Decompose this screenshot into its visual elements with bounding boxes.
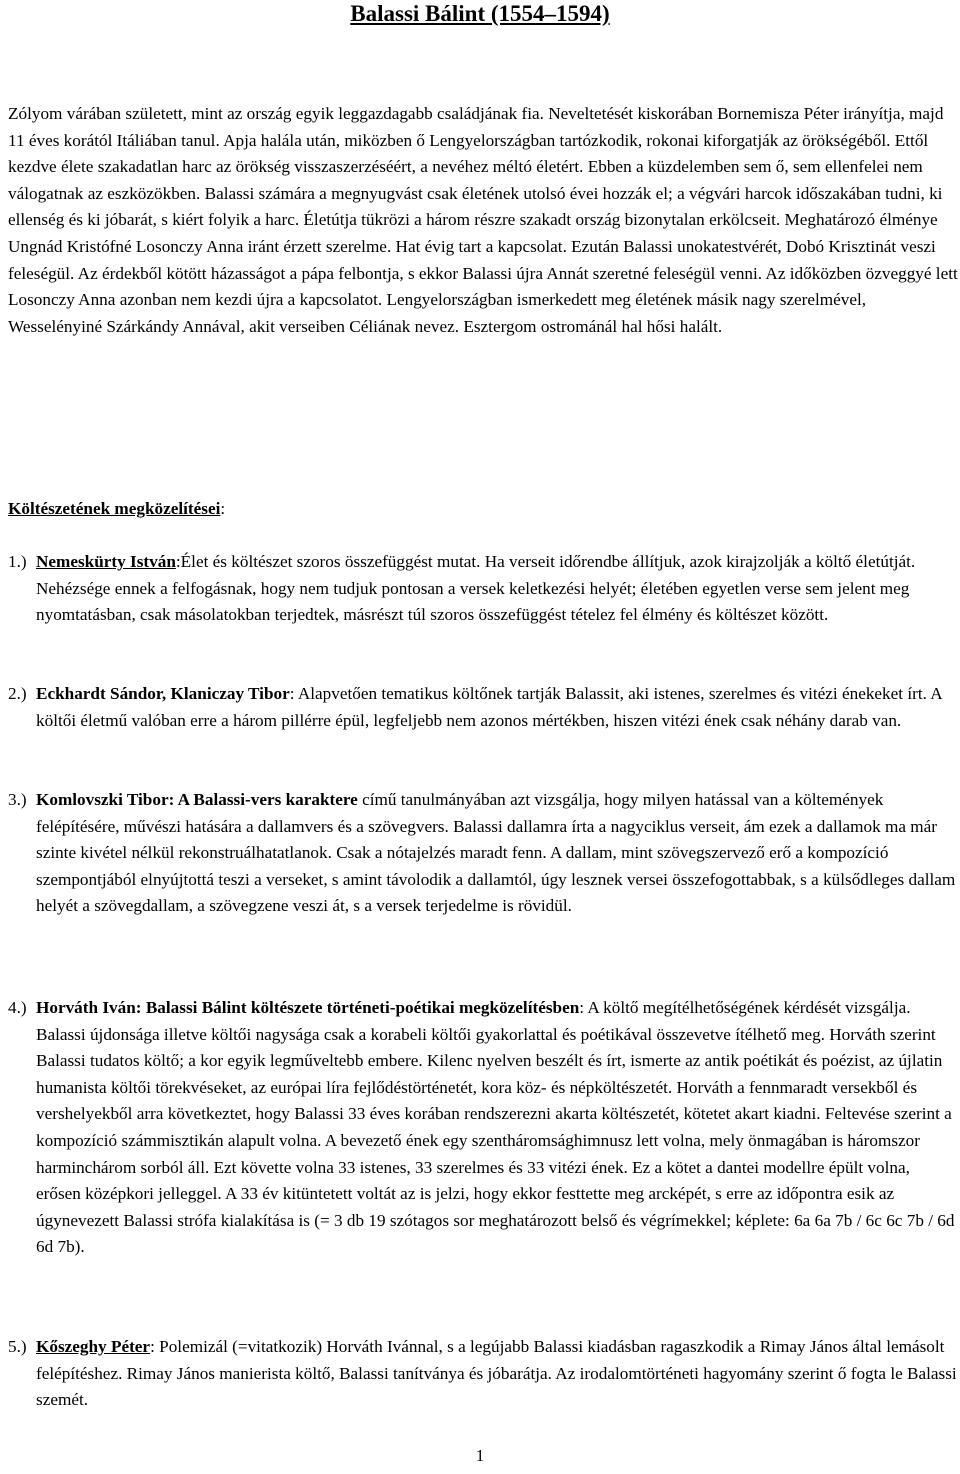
section-heading-text: Költészetének megközelítései	[8, 499, 221, 518]
title-text: Balassi Bálint (1554–1594)	[350, 1, 610, 26]
item-author: Komlovszki Tibor	[36, 790, 169, 809]
item-work-title: A Balassi-vers karaktere	[177, 790, 358, 809]
approach-item-5	[8, 1334, 958, 1414]
item-number: 4.)	[8, 998, 27, 1017]
page-title	[0, 0, 960, 28]
biography-paragraph: Zólyom várában született, mint az ország egyik leggazdagabb családjának fia. Neveltetését kiskorában Bornemisza Péter irányítja, majd 11 éves korától Itáliában tanul. Apja halála után, miközben ő Lengyelországban tartózkodik, rokonai kiforgatják az örökségéből. Ettől kezdve élete szakadatlan harc az örökség visszaszerzéséért, a nevéhez méltó életért. Ebben a küzdelemben sem ő, sem ellenfelei nem válogatnak az eszközökben. Balassi számára a megnyugvást csak életének utolsó évei hozzák el; a végvári harcok időszakában tudni, ki ellenség és ki jóbarát, s kiért folyik a harc. Életútja tükrözi a három részre szakadt ország bizonytalan erkölcseit. Meghatározó élménye Ungnád Kristófné Losonczy Anna iránt érzett szerelme. Hat évig tart a kapcsolat. Ezután Balassi unokatestvérét, Dobó Krisztinát veszi feleségül. Az érdekből kötött házasságot a pápa felbontja, s ekkor Balassi újra Annát szeretné feleségül venni. Az időközben özveggyé lett Losonczy Anna azonban nem kezdi újra a kapcsolatot. Lengyelországban ismerkedett meg életének másik nagy szerelmével, Wesselényiné Szárkándy Annával, akit verseiben Céliának nevez. Esztergom ostrománál hal hősi halált.	[8, 104, 958, 336]
item-number: 3.)	[8, 790, 27, 809]
item-separator: :	[289, 684, 298, 703]
approach-item-1	[8, 549, 958, 629]
item-separator: :	[175, 552, 181, 571]
item-separator: :	[168, 790, 178, 809]
item-number: 1.)	[8, 552, 27, 571]
section-heading-colon: :	[220, 499, 226, 518]
approach-item-4	[8, 995, 958, 1261]
item-author: Kőszeghy Péter	[36, 1337, 151, 1356]
approach-item-2	[8, 681, 958, 734]
page-number: 1	[475, 1446, 485, 1465]
item-author: Horváth Iván	[36, 998, 136, 1017]
item-work-title: Balassi Bálint költészete történeti-poétikai megközelítésben	[145, 998, 580, 1017]
item-author: Nemeskürty István	[36, 552, 176, 571]
item-separator: :	[150, 1337, 160, 1356]
item-author: Eckhardt Sándor, Klaniczay Tibor	[36, 684, 290, 703]
item-separator: :	[135, 998, 146, 1017]
item-body	[36, 787, 958, 920]
item-body	[36, 1334, 958, 1414]
item-number: 5.)	[8, 1337, 27, 1356]
section-heading	[8, 496, 225, 522]
item-body	[36, 549, 958, 629]
item-body	[36, 995, 958, 1261]
item-text: Polemizál (=vitatkozik) Horváth Ivánnal, s a legújabb Balassi kiadásban ragaszkodik a Rimay János által lemásolt felépítéshez. Rimay János manierista költő, Balassi tanítványa és jóbarátja. Az irodalomtörténeti hagyomány szerint ő fogta le Balassi szemét.	[36, 1337, 957, 1410]
approach-item-3	[8, 787, 958, 920]
item-text: Alapvetően tematikus költőnek tartják Balassit, aki istenes, szerelmes és vitézi énekeket írt. A költői életmű valóban erre a három pillérre épül, legfeljebb nem azonos mértékben, hiszen vitézi ének csak néhány darab van.	[36, 684, 942, 730]
item-body	[36, 681, 958, 734]
item-number: 2.)	[8, 684, 27, 703]
item-text: : A költő megítélhetőségének kérdését vizsgálja. Balassi újdonsága illetve költői nagysága csak a korabeli költői gyakorlattal és poétikával összevetve ítélhető meg. Horváth szerint Balassi tudatos költő; a kor egyik legműveltebb embere. Kilenc nyelven beszélt és írt, ismerte az antik poétikát és poézist, az újlatin humanista költői törekvéseket, az európai líra fejlődéstörténetét, kora köz- és népköltészetét. Horváth a fennmaradt versekből és vershelyekből arra következtet, hogy Balassi 33 éves korában rendszerezni akarta költészetét, kötetet akart kiadni. Feltevése szerint a kompozíció számmisztikán alapult volna. A bevezető ének egy szentháromsághimnusz lett volna, mely önmagában is háromszor harminchárom sorból áll. Ezt követte volna 33 istenes, 33 szerelmes és 33 vitézi ének. Ez a kötet a dantei modellre épült volna, erősen középkori jelleggel. A 33 év kitüntetett voltát az is jelzi, hogy ekkor festtette meg arcképét, s erre az időpontra esik az úgynevezett Balassi strófa kialakítása is (= 3 db 19 szótagos sor meghatározott belső és végrímekkel; képlete: 6a 6a 7b / 6c 6c 7b / 6d 6d 7b).	[36, 998, 955, 1257]
item-text: című tanulmányában azt vizsgálja, hogy milyen hatással van a költemények felépítésére, művészi hatására a dallamvers és a szövegvers. Balassi dallamra írta a nagyciklus verseit, ám ezek a dallamok ma már szinte kivétel nélkül rekonstruálhatatlanok. Csak a nótajelzés maradt fenn. A dallam, mint szövegszervező erő a kompozíció szempontjából elnyújtottá teszi a verseket, s amint távolodik a dallamtól, úgy lesznek versei összefogottabbak, s a külsődleges dallam helyét a szövegdallam, a szövegzene veszi át, s a versek terjedelme is rövidül.	[36, 790, 956, 916]
item-text: Élet és költészet szoros összefüggést mutat. Ha verseit időrendbe állítjuk, azok kirajzolják a költő életútját. Nehézsége ennek a felfogásnak, hogy nem tudjuk pontosan a versek keletkezési helyét; életében egyetlen verse sem jelent meg nyomtatásban, csak másolatokban terjedtek, másrészt túl szoros összefüggést tételez fel élmény és költészet között.	[36, 552, 916, 625]
